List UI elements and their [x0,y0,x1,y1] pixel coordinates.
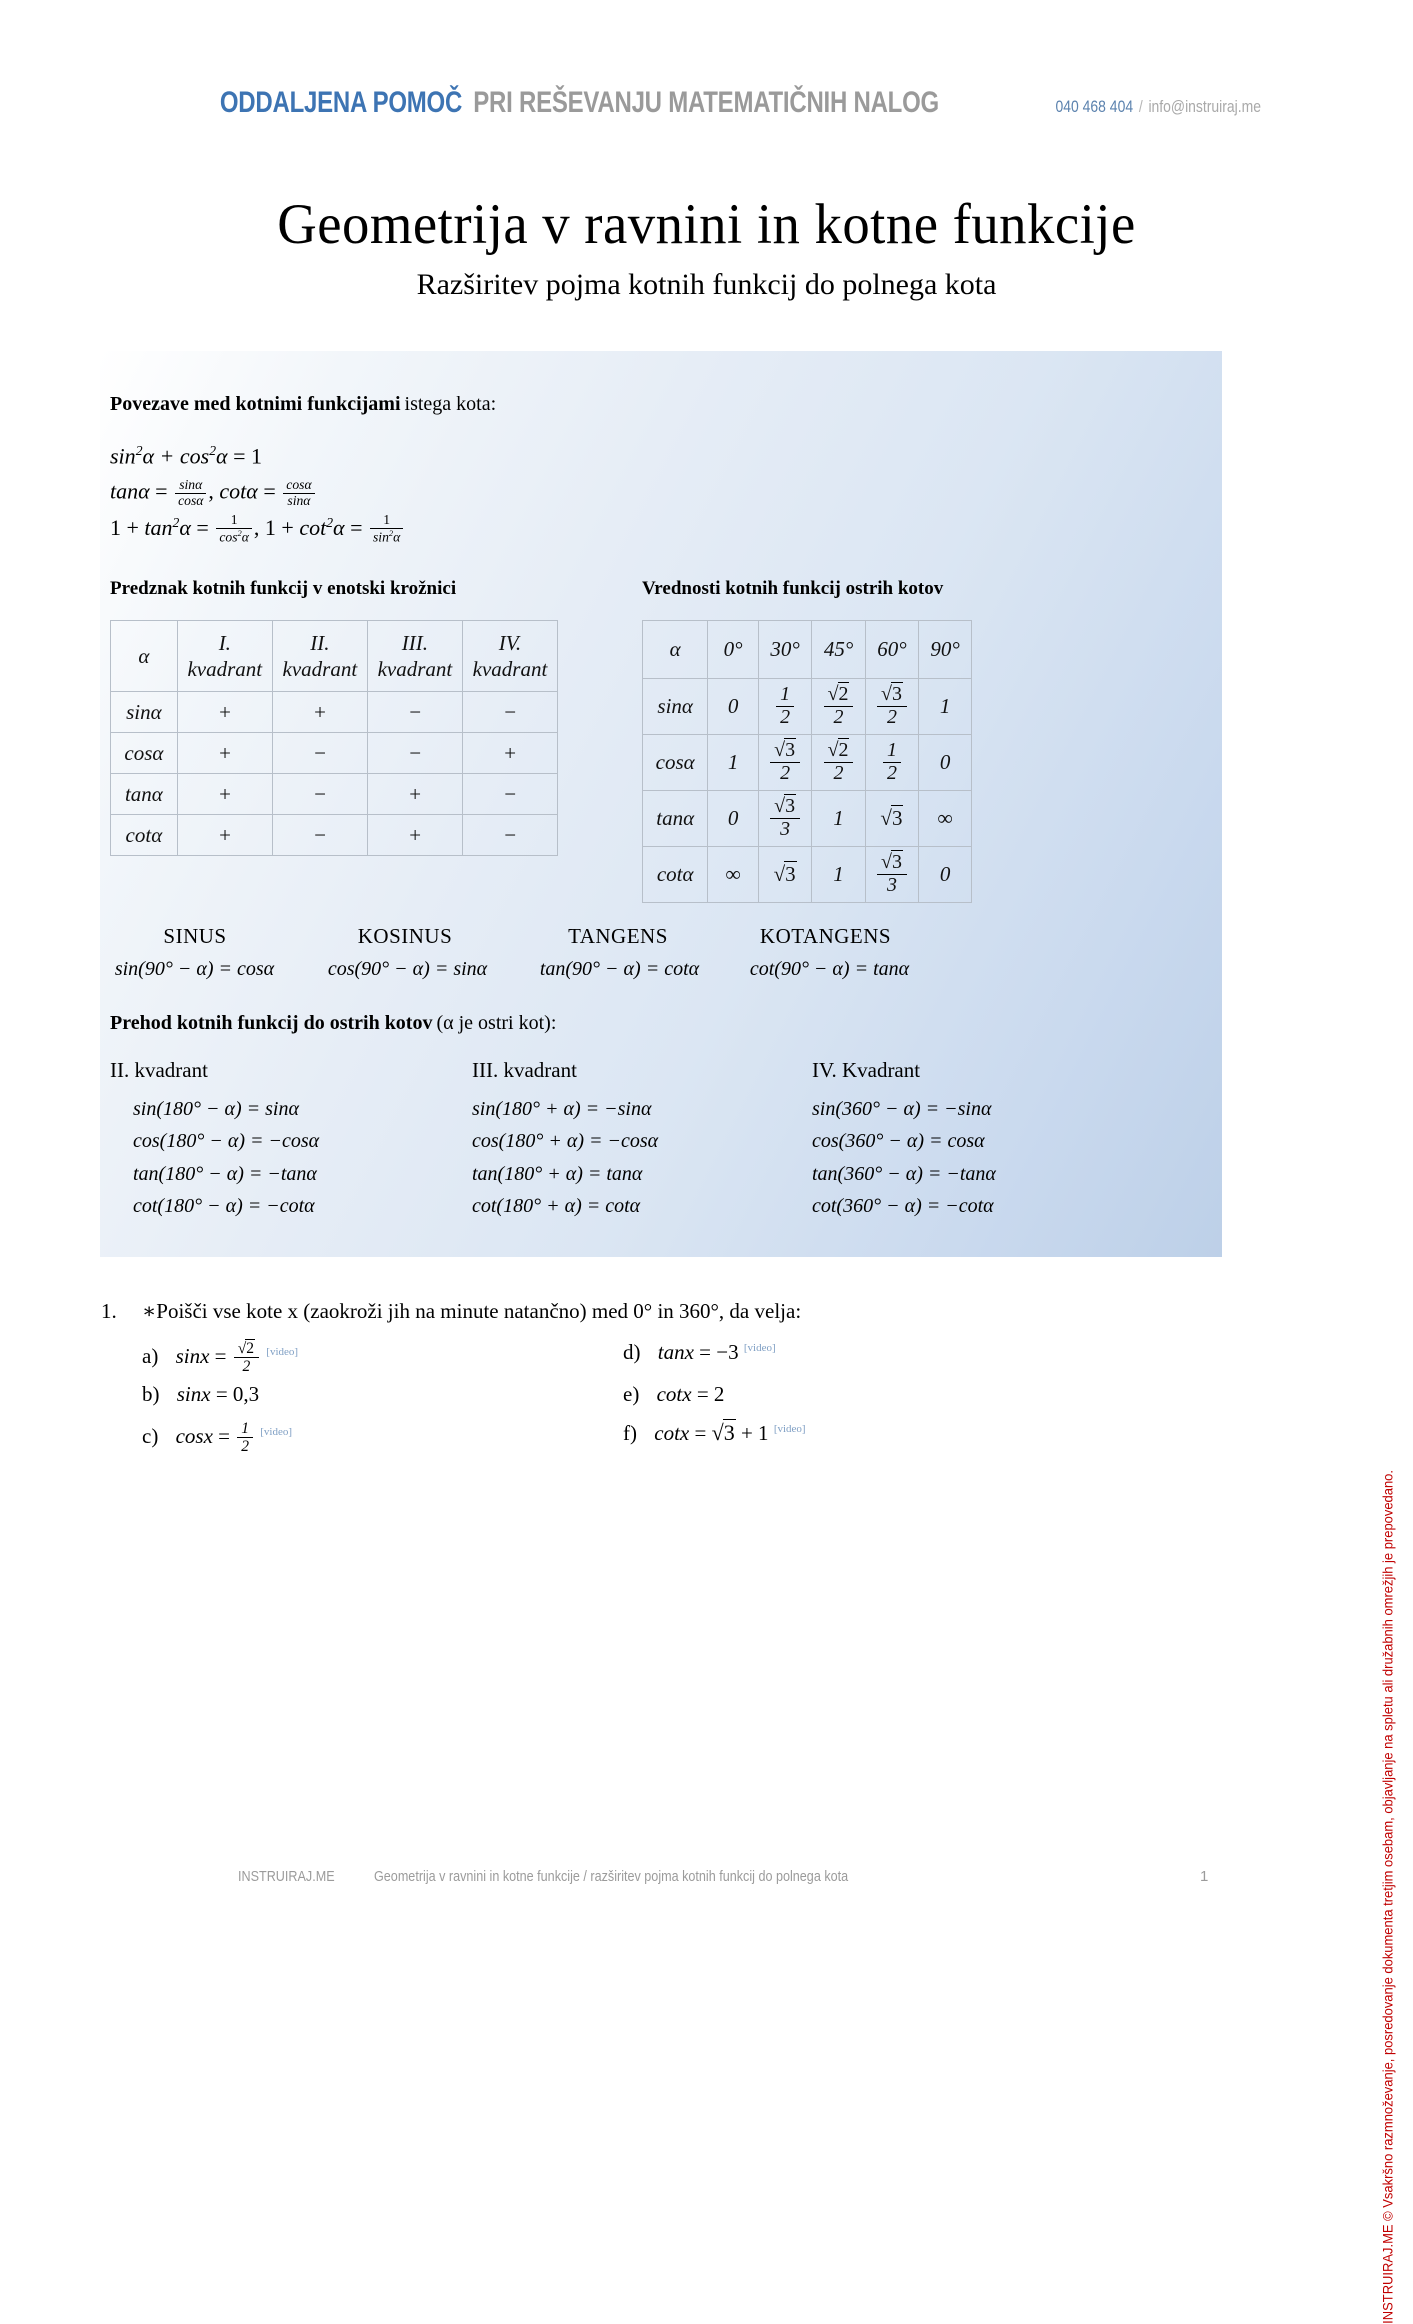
values-cell: √3 [865,791,918,847]
signs-cell: + [177,733,272,774]
values-cell: 0 [919,847,972,903]
values-cell: $\frac{√3}{2}$ [865,679,918,735]
values-cell: 0 [708,679,759,735]
quadrant-2-equation-2: cos(180° − α) = −cosα [133,1130,320,1152]
signs-cell: − [367,733,462,774]
quadrant-title-3: III. kvadrant [472,1058,577,1082]
values-cell: 1 [919,679,972,735]
signs-corner-cell: α [111,621,178,692]
exercise-letter-b: b) [142,1382,160,1406]
exercise-item-c: c) cosx = $\frac{1}{2}$ [video] [142,1420,293,1456]
values-table [642,620,972,903]
quadrant-3-equation-1: sin(180° + α) = −sinα [472,1098,652,1120]
exercise-letter-c: c) [142,1424,159,1449]
values-row-fn: cotα [643,847,708,903]
signs-cell: − [462,815,557,856]
values-cell: $\frac{1}{2}$ [758,679,811,735]
signs-cell: − [272,733,367,774]
cofunction-label-kosinus: KOSINUS [357,924,453,948]
table-row [643,735,972,791]
contact-line [1055,97,1260,117]
signs-cell: − [272,774,367,815]
identities-heading-rest: istega kota: [404,393,497,415]
values-angle-3: 60° [865,621,918,679]
table-header-row [111,621,558,692]
exercise-letter-e: e) [623,1382,640,1406]
values-row-fn: sinα [643,679,708,735]
video-link-d[interactable]: [video] [743,1342,776,1354]
footer-caption: Geometrija v ravnini in kotne funkcije / razširitev pojma kotnih funkcij do polnega kota [374,1868,849,1885]
page-header [0,86,1413,120]
values-angle-4: 90° [919,621,972,679]
values-cell: $\frac{√2}{2}$ [812,735,865,791]
signs-col-4: IV. kvadrant [462,621,557,692]
table-row [111,815,558,856]
values-cell: $\frac{√2}{2}$ [812,679,865,735]
exercise-item-d: d) tanx = −3 [video] [623,1340,776,1364]
values-cell: 1 [812,847,865,903]
reduction-heading-bold: Prehod kotnih funkcij do ostrih kotov [110,1012,433,1034]
values-cell: 1 [812,791,865,847]
exercise-letter-d: d) [623,1340,641,1364]
reduction-heading [110,1012,556,1035]
quadrant-4-equation-1: sin(360° − α) = −sinα [812,1098,992,1120]
quadrant-3-equation-4: cot(180° + α) = cotα [472,1195,641,1217]
signs-cell: − [462,692,557,733]
quadrant-2-equation-3: tan(180° − α) = −tanα [133,1163,317,1185]
signs-row-fn: tanα [111,774,178,815]
quadrant-4-equation-3: tan(360° − α) = −tanα [812,1163,996,1185]
values-cell: $\frac{1}{2}$ [865,735,918,791]
cofunction-equation-kosinus: cos(90° − α) = sinα [327,958,488,980]
signs-cell: − [272,815,367,856]
exercise-item-b: b) sinx = 0,3 [142,1382,260,1406]
signs-cell: − [367,692,462,733]
video-link-f[interactable]: [video] [773,1423,806,1435]
exercise-letter-f: f) [623,1421,637,1445]
brand-title [220,86,939,120]
quadrant-3-equation-3: tan(180° + α) = tanα [472,1163,643,1185]
cofunction-label-kotangens: KOTANGENS [759,924,892,948]
values-cell: 1 [708,735,759,791]
signs-table [110,620,558,856]
video-link-a[interactable]: [video] [266,1346,299,1359]
quadrant-3-equation-2: cos(180° + α) = −cosα [472,1130,659,1152]
cofunction-equation-tangens: tan(90° − α) = cotα [539,958,700,980]
email-address[interactable]: info@instruiraj.me [1148,97,1261,116]
values-cell: ∞ [919,791,972,847]
values-table-title: Vrednosti kotnih funkcij ostrih kotov [642,578,944,599]
identity-equation-3: $1 + \tan^2\alpha$ = $\frac{1}{\cos^2\alpha}$ , $1 + \cot^2\alpha$ = $\frac{1}{\sin^2\alpha}$ [110,513,405,545]
exercise-prompt: ∗Poišči vse kote x (zaokroži jih na minute natančno) med 0° in 360°, da velja: [142,1299,802,1323]
signs-col-2: II. kvadrant [272,621,367,692]
signs-cell: − [462,774,557,815]
table-row [643,791,972,847]
values-cell: 0 [708,791,759,847]
signs-cell: + [272,692,367,733]
brand-rest: PRI REŠEVANJU MATEMATIČNIH NALOG [473,86,939,119]
values-row-fn: cosα [643,735,708,791]
cofunction-equation-kotangens: cot(90° − α) = tanα [749,958,910,980]
table-row [111,692,558,733]
identities-heading-bold: Povezave med kotnimi funkcijami [110,393,401,415]
quadrant-2-equation-4: cot(180° − α) = −cotα [133,1195,315,1217]
values-angle-0: 0° [708,621,759,679]
values-cell: $\frac{√3}{3}$ [758,791,811,847]
quadrant-title-2: II. kvadrant [110,1058,208,1082]
phone-number[interactable]: 040 468 404 [1055,97,1133,116]
table-row [111,774,558,815]
contact-separator: / [1138,97,1143,116]
signs-cell: + [367,774,462,815]
values-angle-2: 45° [812,621,865,679]
signs-col-3: III. kvadrant [367,621,462,692]
table-row [643,679,972,735]
exercise-item-f: f) cotx = √3 + 1 [video] [623,1420,806,1445]
cofunction-label-tangens: TANGENS [568,924,668,948]
values-cell: 0 [919,735,972,791]
footer-site: INSTRUIRAJ.ME [238,1868,335,1885]
signs-col-1: I. kvadrant [177,621,272,692]
values-corner-cell: α [643,621,708,679]
signs-cell: + [367,815,462,856]
signs-row-fn: cotα [111,815,178,856]
exercise-number: 1. [101,1299,117,1323]
brand-strong: ODDALJENA POMOČ [219,86,462,119]
reduction-heading-rest: (α je ostri kot): [436,1012,557,1034]
cofunction-label-sinus: SINUS [163,924,227,948]
exercise-item-e: e) cotx = 2 [623,1382,725,1406]
signs-cell: + [177,774,272,815]
quadrant-4-equation-2: cos(360° − α) = cosα [812,1130,985,1152]
signs-row-fn: cosα [111,733,178,774]
values-cell: $\frac{√3}{2}$ [758,735,811,791]
identity-equation-1: $\sin^2\alpha + \cos^2\alpha = 1$ [110,443,263,469]
quadrant-2-equation-1: sin(180° − α) = sinα [133,1098,299,1120]
signs-row-fn: sinα [111,692,178,733]
video-link-c[interactable]: [video] [260,1426,293,1439]
page-subtitle: Razširitev pojma kotnih funkcij do polnega kota [416,268,997,301]
quadrant-4-equation-4: cot(360° − α) = −cotα [812,1195,994,1217]
footer-page-number: 1 [1200,1868,1209,1885]
table-row [643,847,972,903]
quadrant-title-4: IV. Kvadrant [812,1058,921,1082]
identity-equation-2: tanα = $\frac{\sin\alpha}{\cos\alpha}$ , cotα = $\frac{\cos\alpha}{\sin\alpha}$ [110,478,317,508]
signs-cell: + [177,815,272,856]
exercise-item-a: a) sinx = $\frac{√2}{2}$ [video] [142,1340,299,1376]
signs-cell: + [177,692,272,733]
values-row-fn: tanα [643,791,708,847]
values-cell: $\frac{√3}{3}$ [865,847,918,903]
values-cell: √3 [758,847,811,903]
signs-cell: + [462,733,557,774]
page-title: Geometrija v ravnini in kotne funkcije [277,193,1136,256]
table-row [111,733,558,774]
cofunction-equation-sinus: sin(90° − α) = cosα [114,958,275,980]
identities-heading [110,393,496,416]
values-angle-1: 30° [758,621,811,679]
table-header-row [643,621,972,679]
copyright-notice: INSTRUIRAJ.ME © Vsakršno razmnoževanje, posredovanje dokumenta tretjim osebam, objavljanje na spletu ali družabnih omrežjih je prepovedano. [1380,1470,1395,2324]
page-footer [0,1868,1413,1885]
exercise-letter-a: a) [142,1344,159,1369]
signs-table-title: Predznak kotnih funkcij v enotski krožnici [110,578,457,599]
values-cell: ∞ [708,847,759,903]
